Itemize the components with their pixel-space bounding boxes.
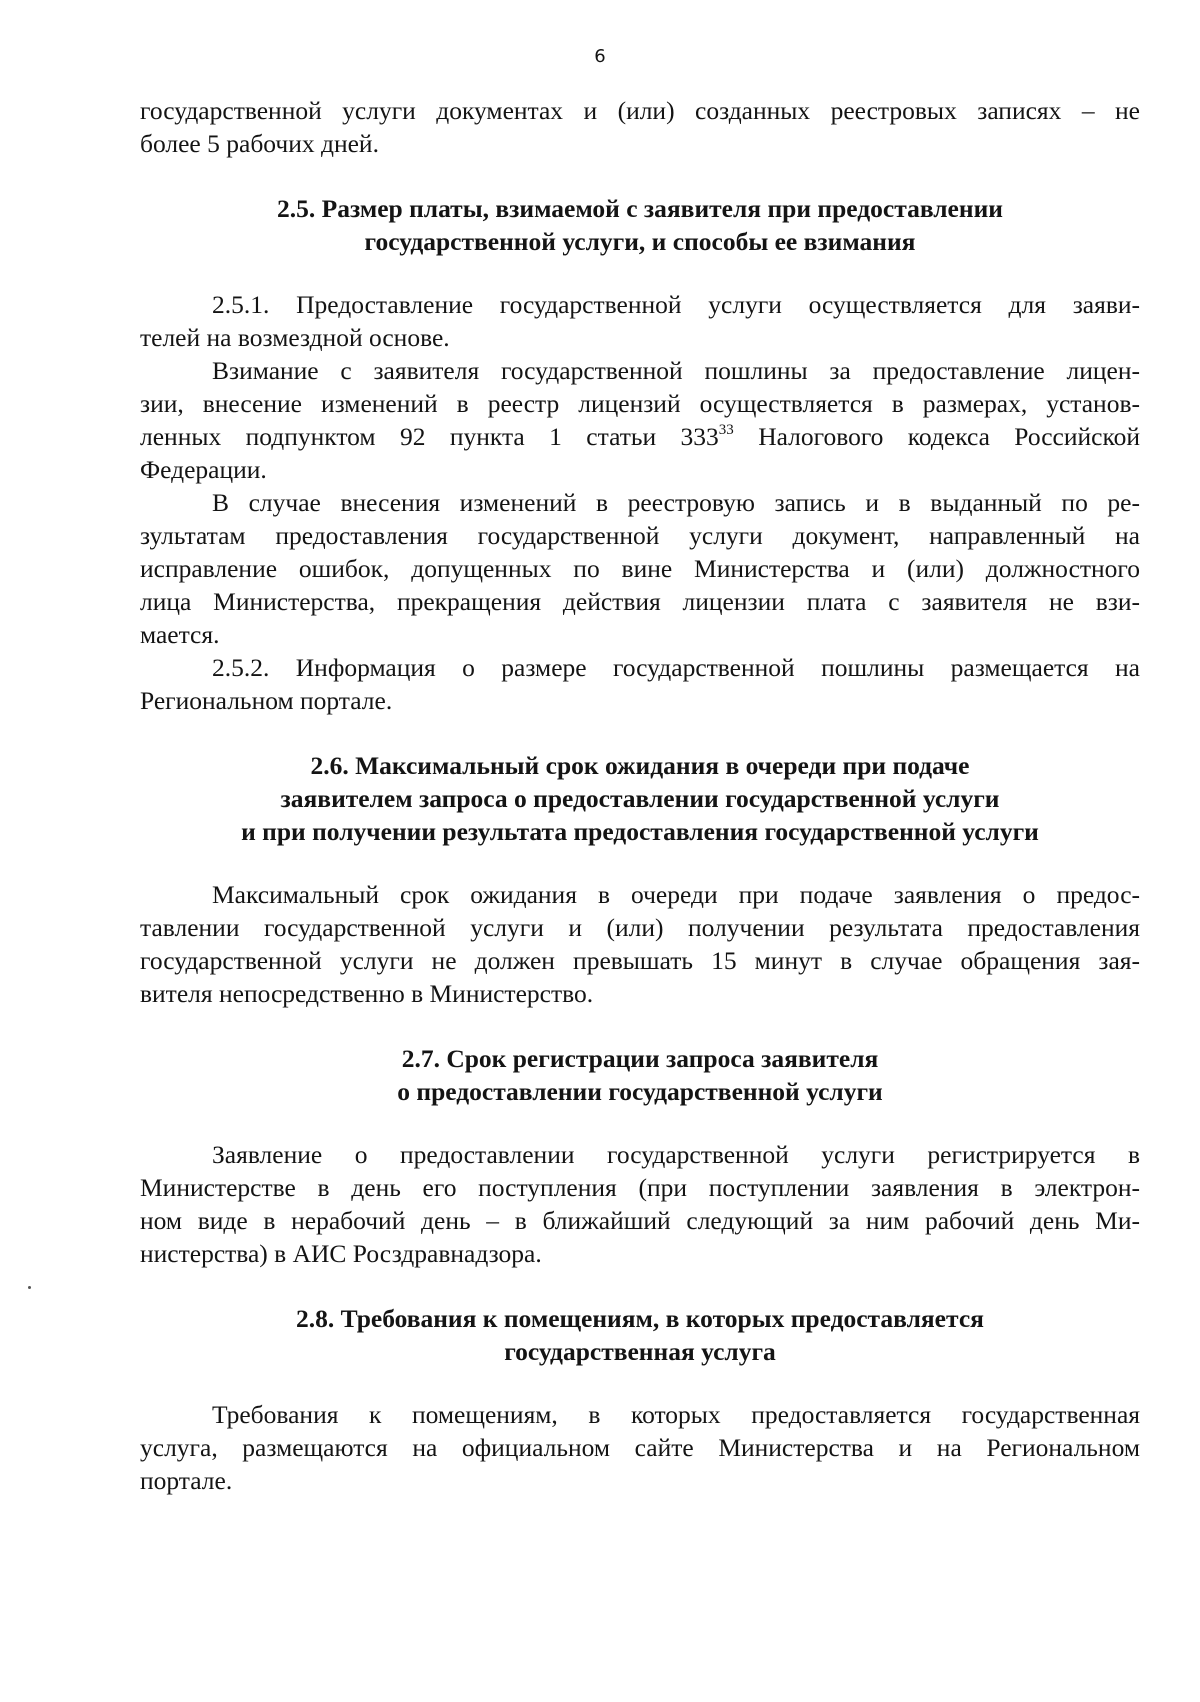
paragraph-2-5-2: [140, 651, 1140, 717]
text-line: нистерства) в АИС Росздравнадзора.: [140, 1239, 542, 1268]
heading-line: и при получении результата предоставления государственной услуги: [241, 817, 1039, 846]
text-line: услуга, размещаются на официальном сайте Министерства и на Региональном: [140, 1433, 1140, 1462]
document-body: [140, 94, 1140, 1497]
text-line: Федерации.: [140, 455, 267, 484]
heading-line: 2.7. Срок регистрации запроса заявителя: [401, 1044, 879, 1073]
section-2-6: [140, 749, 1140, 1010]
paragraph-fee: [140, 354, 1140, 486]
paragraph-premises: [140, 1398, 1140, 1497]
text-line: Требования к помещениям, в которых предоставляется государственная: [212, 1400, 1140, 1429]
text-fragment: ленных подпунктом 92 пункта 1 статьи 333: [140, 422, 719, 451]
text-line: Министерстве в день его поступления (при поступлении заявления в электрон-: [140, 1173, 1140, 1202]
section-2-7: [140, 1042, 1140, 1270]
paragraph-registration: [140, 1138, 1140, 1270]
heading-line: заявителем запроса о предоставлении государственной услуги: [280, 784, 1000, 813]
text-line: государственной услуги документах и (или) созданных реестровых записях – не: [140, 96, 1140, 125]
text-line: 2.5.1. Предоставление государственной услуги осуществляется для заяви-: [212, 290, 1140, 319]
page-number: 6: [594, 46, 606, 67]
text-line: [140, 420, 1140, 453]
text-line: В случае внесения изменений в реестровую запись и в выданный по ре-: [212, 488, 1140, 517]
text-line: Региональном портале.: [140, 686, 393, 715]
intro-paragraph: [140, 94, 1140, 160]
heading-line: 2.6. Максимальный срок ожидания в очереди при подаче: [310, 751, 970, 780]
section-heading: [140, 1302, 1140, 1368]
section-heading: [140, 1042, 1140, 1108]
text-line: 2.5.2. Информация о размере государственной пошлины размещается на: [212, 653, 1140, 682]
text-line: вителя непосредственно в Министерство.: [140, 979, 594, 1008]
text-line: государственной услуги не должен превышать 15 минут в случае обращения зая-: [140, 946, 1140, 975]
text-line: тавлении государственной услуги и (или) получении результата предоставления: [140, 913, 1140, 942]
text-line: Взимание с заявителя государственной пошлины за предоставление лицен-: [212, 356, 1140, 385]
text-line: ном виде в нерабочий день – в ближайший следующий за ним рабочий день Ми-: [140, 1206, 1140, 1235]
text-line: более 5 рабочих дней.: [140, 129, 379, 158]
section-heading: [140, 192, 1140, 258]
text-line: Максимальный срок ожидания в очереди при подаче заявления о предос-: [212, 880, 1140, 909]
text-line: телей на возмездной основе.: [140, 323, 450, 352]
text-line: лица Министерства, прекращения действия лицензии плата с заявителя не взи-: [140, 587, 1140, 616]
heading-line: государственная услуга: [504, 1337, 776, 1366]
footnote-superscript: 33: [718, 422, 734, 438]
text-line: портале.: [140, 1466, 233, 1495]
paragraph-waiting-time: [140, 878, 1140, 1010]
section-2-5: [140, 192, 1140, 717]
section-heading: [140, 749, 1140, 848]
text-line: зультатам предоставления государственной услуги документ, направленный на: [140, 521, 1140, 550]
text-line: Заявление о предоставлении государственной услуги регистрируется в: [212, 1140, 1140, 1169]
scan-artifact: [28, 1286, 31, 1289]
text-line: зии, внесение изменений в реестр лицензий осуществляется в размерах, установ-: [140, 389, 1140, 418]
section-2-8: [140, 1302, 1140, 1497]
text-fragment: Налогового кодекса Российской: [733, 422, 1140, 451]
heading-line: государственной услуги, и способы ее взимания: [364, 227, 916, 256]
paragraph-no-fee: [140, 486, 1140, 651]
text-line: исправление ошибок, допущенных по вине Министерства и (или) должностного: [140, 554, 1140, 583]
paragraph-2-5-1: [140, 288, 1140, 354]
heading-line: о предоставлении государственной услуги: [397, 1077, 883, 1106]
heading-line: 2.8. Требования к помещениям, в которых предоставляется: [296, 1304, 984, 1333]
text-line: мается.: [140, 620, 220, 649]
heading-line: 2.5. Размер платы, взимаемой с заявителя при предоставлении: [277, 194, 1003, 223]
